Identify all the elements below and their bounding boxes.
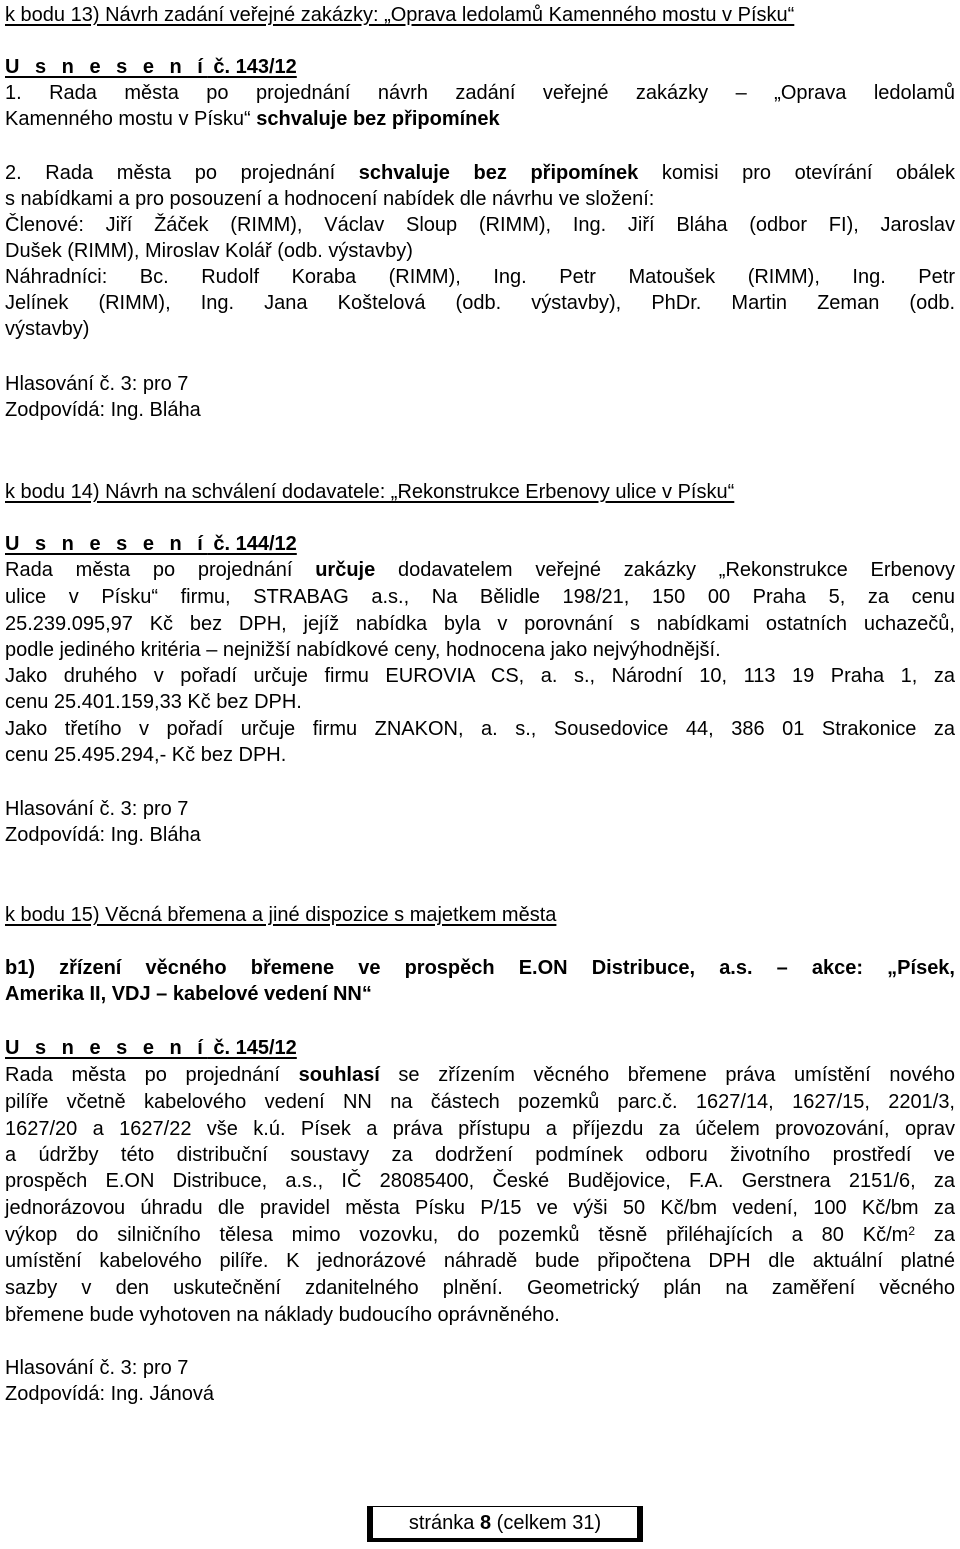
s13-item2-line5: Náhradníci: Bc. Rudolf Koraba (RIMM), Ing. Petr Matoušek (RIMM), Ing. Petr <box>5 266 955 288</box>
section-15-heading: k bodu 15) Věcná břemena a jiné dispozice s majetkem města <box>5 904 557 926</box>
s15-line7: výkop do silničního tělesa mimo vozovku, do pozemků těsně přiléhajících a 80 $Kč/m^2$ za <box>5 1224 955 1246</box>
section-13-heading: k bodu 13) Návrh zadání veřejné zakázky: „Oprava ledolamů Kamenného mostu v Písku“ <box>5 4 795 26</box>
s15-vote: Hlasování č. 3: pro 7 <box>5 1357 189 1379</box>
s15-subheading-line2: Amerika II, VDJ – kabelové vedení NN“ <box>5 983 372 1005</box>
s15-line6: jednorázovou úhradu dle pravidel města Písku P/15 ve výši 50 Kč/bm vedení, 100 Kč/bm za <box>5 1197 955 1219</box>
s13-vote: Hlasování č. 3: pro 7 <box>5 373 189 395</box>
s14-line6: cenu 25.401.159,33 Kč bez DPH. <box>5 691 302 713</box>
s14-line7: Jako třetího v pořadí určuje firmu ZNAKON, a. s., Sousedovice 44, 386 01 Strakonice za <box>5 718 955 740</box>
s15-line5: prospěch E.ON Distribuce, a.s., IČ 28085400, České Budějovice, F.A. Gerstnera 2151/6, za <box>5 1170 955 1192</box>
s14-line2: ulice v Písku“ firmu, STRABAG a.s., Na Bělidle 198/21, 150 00 Praha 5, za cenu <box>5 586 955 608</box>
s15-line3: 1627/20 a 1627/22 vše k.ú. Písek a práva přístupu a příjezdu za účelem provozování, oprav <box>5 1118 955 1140</box>
resolution-number: č. 144/12 <box>207 533 297 555</box>
page-number: 8 <box>480 1512 492 1534</box>
resolution-label: U s n e s e n í <box>5 533 208 555</box>
resolution-145-title <box>5 1035 297 1061</box>
s14-line5: Jako druhého v pořadí určuje firmu EUROVIA CS, a. s., Národní 10, 113 19 Praha 1, za <box>5 665 955 687</box>
s14-vote: Hlasování č. 3: pro 7 <box>5 798 189 820</box>
resolution-number: č. 143/12 <box>207 56 297 78</box>
s14-responsible: Zodpovídá: Ing. Bláha <box>5 824 201 846</box>
s13-item1-line1: 1. Rada města po projednání návrh zadání veřejné zakázky – „Oprava ledolamů <box>5 82 955 104</box>
s15-responsible: Zodpovídá: Ing. Jánová <box>5 1383 215 1405</box>
s15-line8: umístění kabelového pilíře. K jednorázové náhradě bude připočtena DPH dle aktuální platné <box>5 1250 955 1272</box>
page-number-footer <box>367 1506 643 1542</box>
resolution-number: č. 145/12 <box>207 1037 297 1059</box>
s15-line10: břemene bude vyhotoven na náklady budoucího oprávněného. <box>5 1304 560 1326</box>
s13-item2-line3: Členové: Jiří Žáček (RIMM), Václav Sloup (RIMM), Ing. Jiří Bláha (odbor FI), Jaroslav <box>5 214 955 236</box>
page-total: (celkem 31) <box>491 1512 602 1534</box>
s14-line8: cenu 25.495.294,- Kč bez DPH. <box>5 744 287 766</box>
s13-item2-line1: 2. Rada města po projednání schvaluje bez připomínek komisi pro otevírání obálek <box>5 162 955 184</box>
resolution-label: U s n e s e n í <box>5 56 208 78</box>
s13-item2-line6: Jelínek (RIMM), Ing. Jana Koštelová (odb. výstavby), PhDr. Martin Zeman (odb. <box>5 292 955 314</box>
s15-line9: sazby v den uskutečnění zdanitelného plnění. Geometrický plán na zaměření věcného <box>5 1277 955 1299</box>
resolution-143-title <box>5 54 297 80</box>
s13-item1-line2: Kamenného mostu v Písku“ schvaluje bez připomínek <box>5 108 500 130</box>
page-label: stránka <box>408 1512 480 1534</box>
s14-line1: Rada města po projednání určuje dodavatelem veřejné zakázky „Rekonstrukce Erbenovy <box>5 559 955 581</box>
s13-responsible: Zodpovídá: Ing. Bláha <box>5 399 201 421</box>
s13-item2-line2: s nabídkami a pro posouzení a hodnocení nabídek dle návrhu ve složení: <box>5 188 655 210</box>
s15-line2: pilíře včetně kabelového vedení NN na částech pozemků parc.č. 1627/14, 1627/15, 2201/3, <box>5 1091 955 1113</box>
s13-item2-line4: Dušek (RIMM), Miroslav Kolář (odb. výstavby) <box>5 240 413 262</box>
s15-line1: Rada města po projednání souhlasí se zřízením věcného břemene práva umístění nového <box>5 1064 956 1086</box>
s15-line4: a údržby této distribuční soustavy za dodržení podmínek odboru životního prostředí ve <box>5 1144 955 1166</box>
section-14-heading: k bodu 14) Návrh na schválení dodavatele: „Rekonstrukce Erbenovy ulice v Písku“ <box>5 481 735 503</box>
resolution-label: U s n e s e n í <box>5 1037 208 1059</box>
s14-line4: podle jediného kritéria – nejnižší nabídkové ceny, hodnocena jako nejvýhodnější. <box>5 639 721 661</box>
s14-line3: 25.239.095,97 Kč bez DPH, jejíž nabídka byla v porovnání s nabídkami ostatních uchazečů, <box>5 613 955 635</box>
s13-item2-line7: výstavby) <box>5 318 90 340</box>
s15-subheading-line1: b1) zřízení věcného břemene ve prospěch E.ON Distribuce, a.s. – akce: „Písek, <box>5 957 955 979</box>
resolution-144-title <box>5 531 297 557</box>
